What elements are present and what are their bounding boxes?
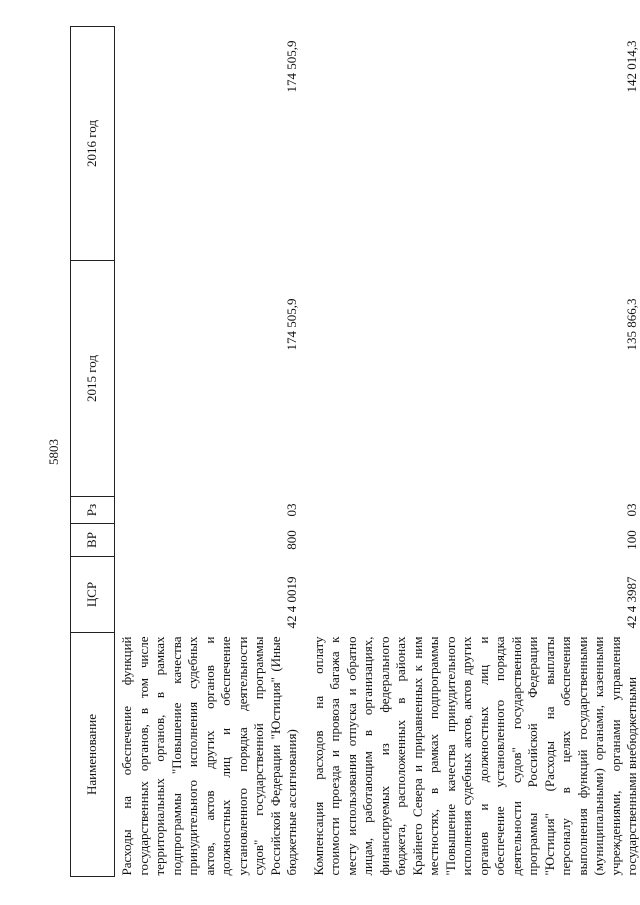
row-name: Расходы на обеспечение функций государственных органов, в том числе территориальных органов, в рамках подпрограммы "Повышение качества принудительного исполнения судебных актов, актов других органов и должностных лиц и обеспечение установленного порядка деятельности судов" государственной программы Российской Федерации "Юстиция" (Иные бюджетные ассигнования) bbox=[119, 636, 299, 876]
row-csr: 42 4 3987 bbox=[624, 576, 639, 629]
table-body bbox=[115, 27, 640, 877]
row-year-2015: 174 505,9 bbox=[284, 298, 299, 351]
table-row bbox=[115, 27, 301, 877]
rotated-page-content bbox=[70, 27, 639, 877]
header-rz: Рз bbox=[71, 497, 115, 524]
row-year-2016: 142 014,3 bbox=[624, 40, 639, 93]
row-vr: 100 bbox=[624, 530, 639, 550]
header-year-2015: 2015 год bbox=[71, 261, 115, 497]
row-rz: 03 bbox=[624, 503, 639, 517]
page-number: 5803 bbox=[46, 439, 61, 465]
row-rz: 03 bbox=[284, 503, 299, 517]
row-year-2016: 174 505,9 bbox=[284, 40, 299, 93]
table-header bbox=[71, 27, 115, 877]
header-name: Наименование bbox=[71, 633, 115, 877]
table-row bbox=[301, 27, 640, 877]
budget-table bbox=[70, 26, 640, 877]
row-vr: 800 bbox=[284, 530, 299, 550]
row-name: Компенсация расходов на оплату стоимости проезда и провоза багажа к месту использования отпуска и обратно лицам, работающим в организациях, финансируемых из федерального бюджета, расположенных в районах Крайнего Севера и приравненных к ним местностях, в рамках подпрограммы "Повышение качества принудительного исполнения судебных актов, актов других органов и должностных лиц и обеспечение установленного порядка деятельности судов" государственной программы Российской Федерации "Юстиция" (Расходы на выплаты персоналу в целях обеспечения выполнения функций государственными (муниципальными) органами, казенными учреждениями, органами управления государственными внебюджетными bbox=[310, 636, 639, 876]
header-row bbox=[71, 27, 115, 877]
row-csr: 42 4 0019 bbox=[284, 576, 299, 629]
header-year-2016: 2016 год bbox=[71, 27, 115, 261]
header-vr: ВР bbox=[71, 524, 115, 557]
header-csr: ЦСР bbox=[71, 557, 115, 633]
row-year-2015: 135 866,3 bbox=[624, 298, 639, 351]
